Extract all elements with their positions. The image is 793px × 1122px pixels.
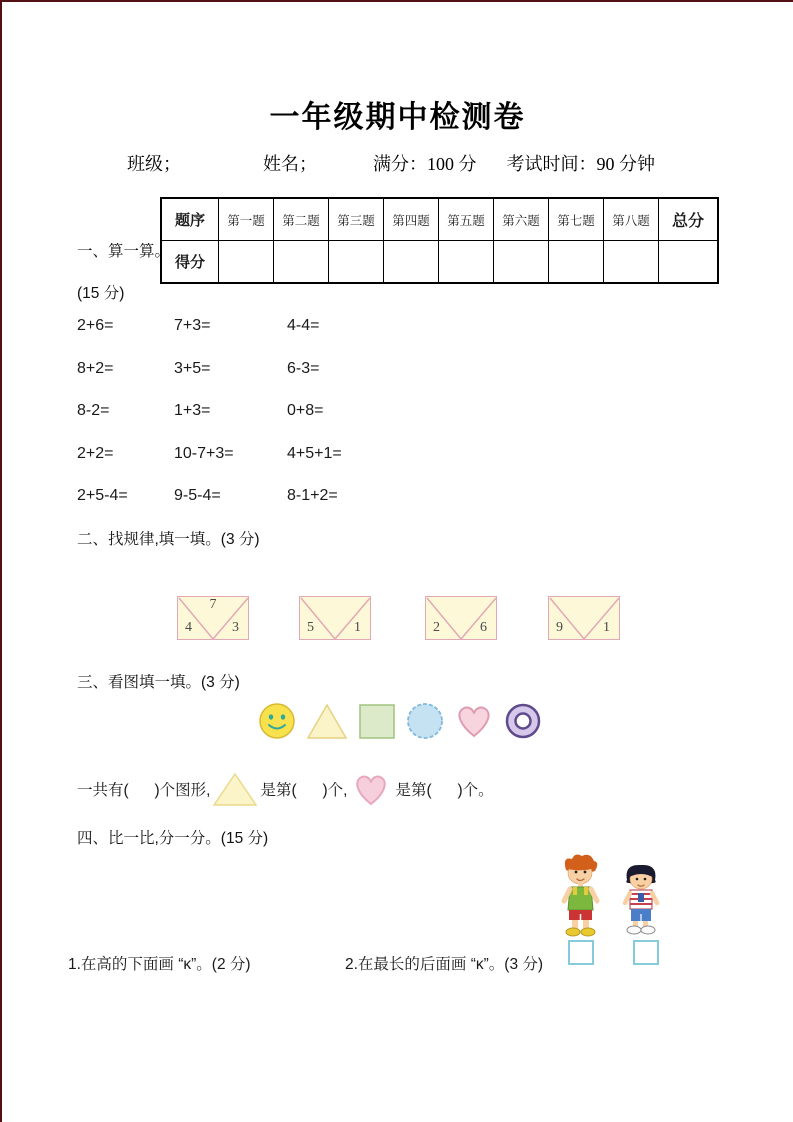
envelope-right-number: 6 bbox=[480, 620, 487, 635]
info-line bbox=[127, 150, 655, 176]
triangle-icon bbox=[305, 701, 349, 741]
arith-problem: 2+2= bbox=[77, 444, 114, 462]
score-table bbox=[160, 197, 719, 284]
answer-box bbox=[633, 940, 659, 965]
table-header-cell: 题序 bbox=[162, 199, 219, 241]
envelope-left-number: 2 bbox=[433, 620, 440, 635]
arith-row bbox=[77, 487, 342, 505]
envelope-top-number: 7 bbox=[209, 597, 217, 612]
envelope-left-number: 9 bbox=[556, 620, 563, 635]
answer-box bbox=[568, 940, 594, 965]
score-cell bbox=[329, 241, 384, 282]
envelope-puzzle bbox=[299, 596, 371, 640]
envelope-puzzle bbox=[425, 596, 497, 640]
arith-problem: 0+8= bbox=[287, 402, 324, 419]
table-header-cell: 第二题 bbox=[274, 199, 329, 241]
arith-problem: 8-2= bbox=[77, 402, 110, 419]
question-1: 1.在高的下面画 “κ”。(2 分) bbox=[68, 956, 251, 973]
arith-problem: 2+6= bbox=[77, 317, 114, 334]
class-label: 班级； bbox=[127, 154, 181, 174]
envelope-puzzle bbox=[548, 596, 620, 640]
envelope-right-number: 1 bbox=[603, 620, 610, 635]
name-label: 姓名； bbox=[263, 154, 317, 174]
arith-problem: 3+5= bbox=[174, 359, 211, 377]
score-cell bbox=[274, 241, 329, 282]
envelope-puzzle bbox=[177, 596, 249, 640]
table-header-cell: 第五题 bbox=[439, 199, 494, 241]
table-header-cell-total: 总分 bbox=[659, 199, 717, 241]
score-cell bbox=[494, 241, 549, 282]
table-header-cell: 第三题 bbox=[329, 199, 384, 241]
triangle-icon bbox=[212, 771, 258, 807]
circle-icon bbox=[405, 701, 445, 741]
envelope-left-number: 4 bbox=[185, 620, 192, 635]
arith-problem: 4-4= bbox=[287, 317, 320, 334]
score-row-label: 得分 bbox=[162, 241, 219, 282]
full-score-label: 满分：100 分 bbox=[373, 154, 477, 174]
arith-row bbox=[77, 360, 342, 378]
section3-heading: 三、看图填一填。(3 分) bbox=[77, 674, 240, 691]
arith-problem: 7+3= bbox=[174, 317, 211, 334]
table-header-cell: 第七题 bbox=[549, 199, 604, 241]
fill-text-part1: 一共有( )个图形, bbox=[77, 782, 211, 799]
score-cell bbox=[439, 241, 494, 282]
score-cell bbox=[659, 241, 717, 282]
arith-row bbox=[77, 402, 342, 420]
tall-boy-illustration bbox=[558, 852, 604, 938]
heart-icon bbox=[454, 701, 494, 741]
fill-text-part3: 是第( )个。 bbox=[395, 782, 494, 799]
section1-points: (15 分) bbox=[77, 285, 125, 302]
arith-problem: 8+2= bbox=[77, 359, 114, 377]
arith-problem: 4+5+1= bbox=[287, 444, 342, 462]
section4-heading: 四、比一比,分一分。(15 分) bbox=[77, 830, 269, 847]
short-boy-illustration bbox=[620, 862, 662, 938]
page-title: 一年级期中检测卷 bbox=[269, 101, 526, 134]
fill-blank-line bbox=[77, 770, 494, 808]
shapes-row bbox=[258, 701, 543, 741]
exam-time-label: 考试时间：90 分钟 bbox=[506, 154, 655, 174]
arith-row bbox=[77, 317, 342, 335]
score-cell bbox=[549, 241, 604, 282]
fill-text-part2: 是第( )个, bbox=[260, 782, 348, 799]
table-header-cell: 第八题 bbox=[604, 199, 659, 241]
score-cell bbox=[384, 241, 439, 282]
table-header-cell: 第一题 bbox=[219, 199, 274, 241]
ring-icon bbox=[503, 701, 543, 741]
arithmetic-problems bbox=[77, 317, 342, 530]
table-header-cell: 第四题 bbox=[384, 199, 439, 241]
envelope-left-number: 5 bbox=[307, 620, 314, 635]
arith-problem: 1+3= bbox=[174, 402, 211, 419]
arith-problem: 6-3= bbox=[287, 359, 320, 377]
section1-heading: 一、算一算。 bbox=[77, 243, 171, 260]
arith-problem: 9-5-4= bbox=[174, 487, 221, 504]
score-cell bbox=[604, 241, 659, 282]
arith-problem: 2+5-4= bbox=[77, 487, 128, 504]
arith-row bbox=[77, 445, 342, 463]
table-header-cell: 第六题 bbox=[494, 199, 549, 241]
smiley-face-icon bbox=[258, 701, 296, 741]
question-2: 2.在最长的后面画 “κ”。(3 分) bbox=[345, 956, 544, 973]
section2-heading: 二、找规律,填一填。(3 分) bbox=[77, 531, 260, 548]
score-cell bbox=[219, 241, 274, 282]
heart-icon bbox=[351, 770, 391, 808]
arith-problem: 10-7+3= bbox=[174, 444, 234, 462]
arith-problem: 8-1+2= bbox=[287, 487, 338, 504]
square-icon bbox=[358, 701, 396, 741]
envelope-right-number: 3 bbox=[232, 620, 239, 635]
envelope-right-number: 1 bbox=[354, 620, 361, 635]
